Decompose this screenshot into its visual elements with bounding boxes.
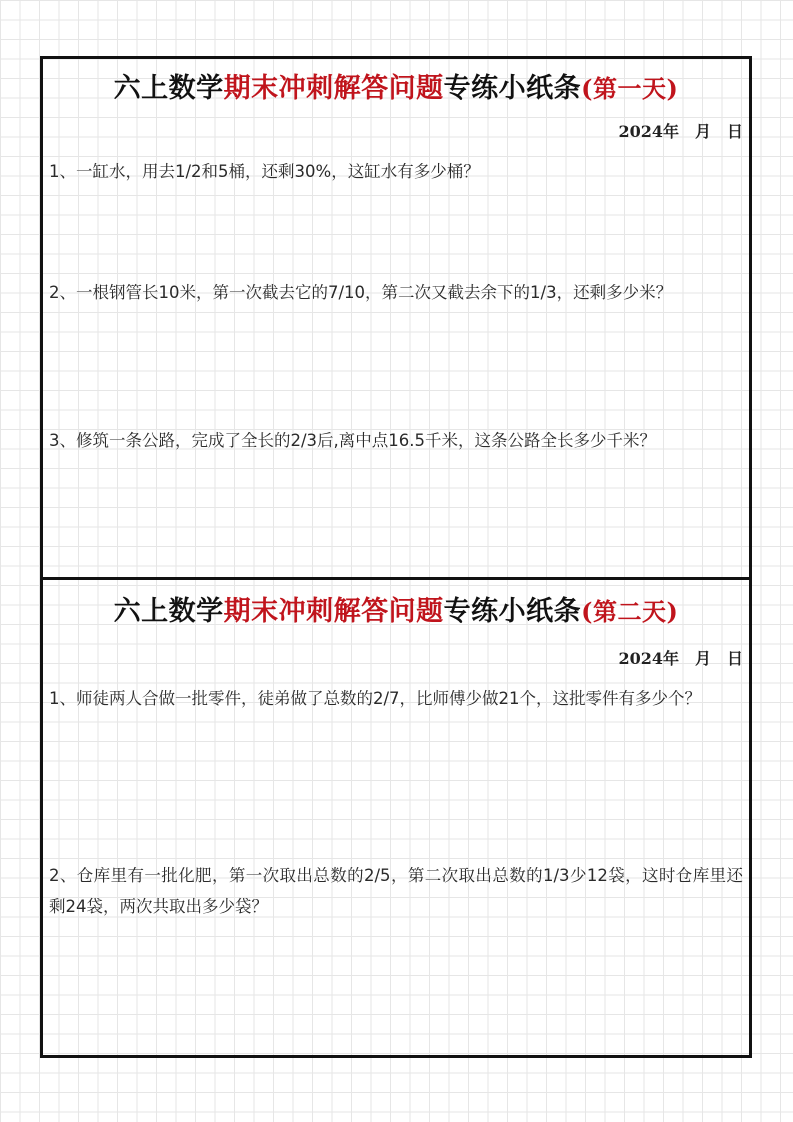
title-prefix: 六上数学	[113, 596, 224, 627]
title-suffix: 专练小纸条	[443, 73, 582, 104]
title-day-label: (第一天)	[581, 74, 679, 103]
day-card-2	[43, 577, 749, 1058]
date-line: 2024年 月 日	[618, 649, 743, 668]
day-card-1	[43, 59, 749, 577]
question-2: 2、仓库里有一批化肥，第一次取出总数的2/5，第二次取出总数的1/3少12袋，这时仓库里还剩24袋，两次共取出多少袋？	[49, 866, 743, 916]
worksheet-frame	[40, 56, 752, 1058]
question-1: 1、师徒两人合做一批零件，徒弟做了总数的2/7，比师傅少做21个，这批零件有多少个？	[49, 689, 702, 708]
question-3: 3、修筑一条公路，完成了全长的2/3后,离中点16.5千米，这条公路全长多少千米？	[49, 431, 657, 450]
card-title-day-2	[43, 594, 749, 630]
title-highlight: 期末冲刺解答问题	[223, 73, 444, 104]
title-prefix: 六上数学	[113, 73, 224, 104]
title-suffix: 专练小纸条	[443, 596, 582, 627]
date-line: 2024年 月 日	[618, 122, 743, 141]
card-title-day-1	[43, 71, 749, 107]
title-day-label: (第二天)	[581, 597, 679, 626]
question-1: 1、一缸水，用去1/2和5桶，还剩30%，这缸水有多少桶？	[49, 162, 480, 181]
question-2: 2、一根钢管长10米，第一次截去它的7/10，第二次又截去余下的1/3，还剩多少米？	[49, 283, 673, 302]
title-highlight: 期末冲刺解答问题	[223, 596, 444, 627]
